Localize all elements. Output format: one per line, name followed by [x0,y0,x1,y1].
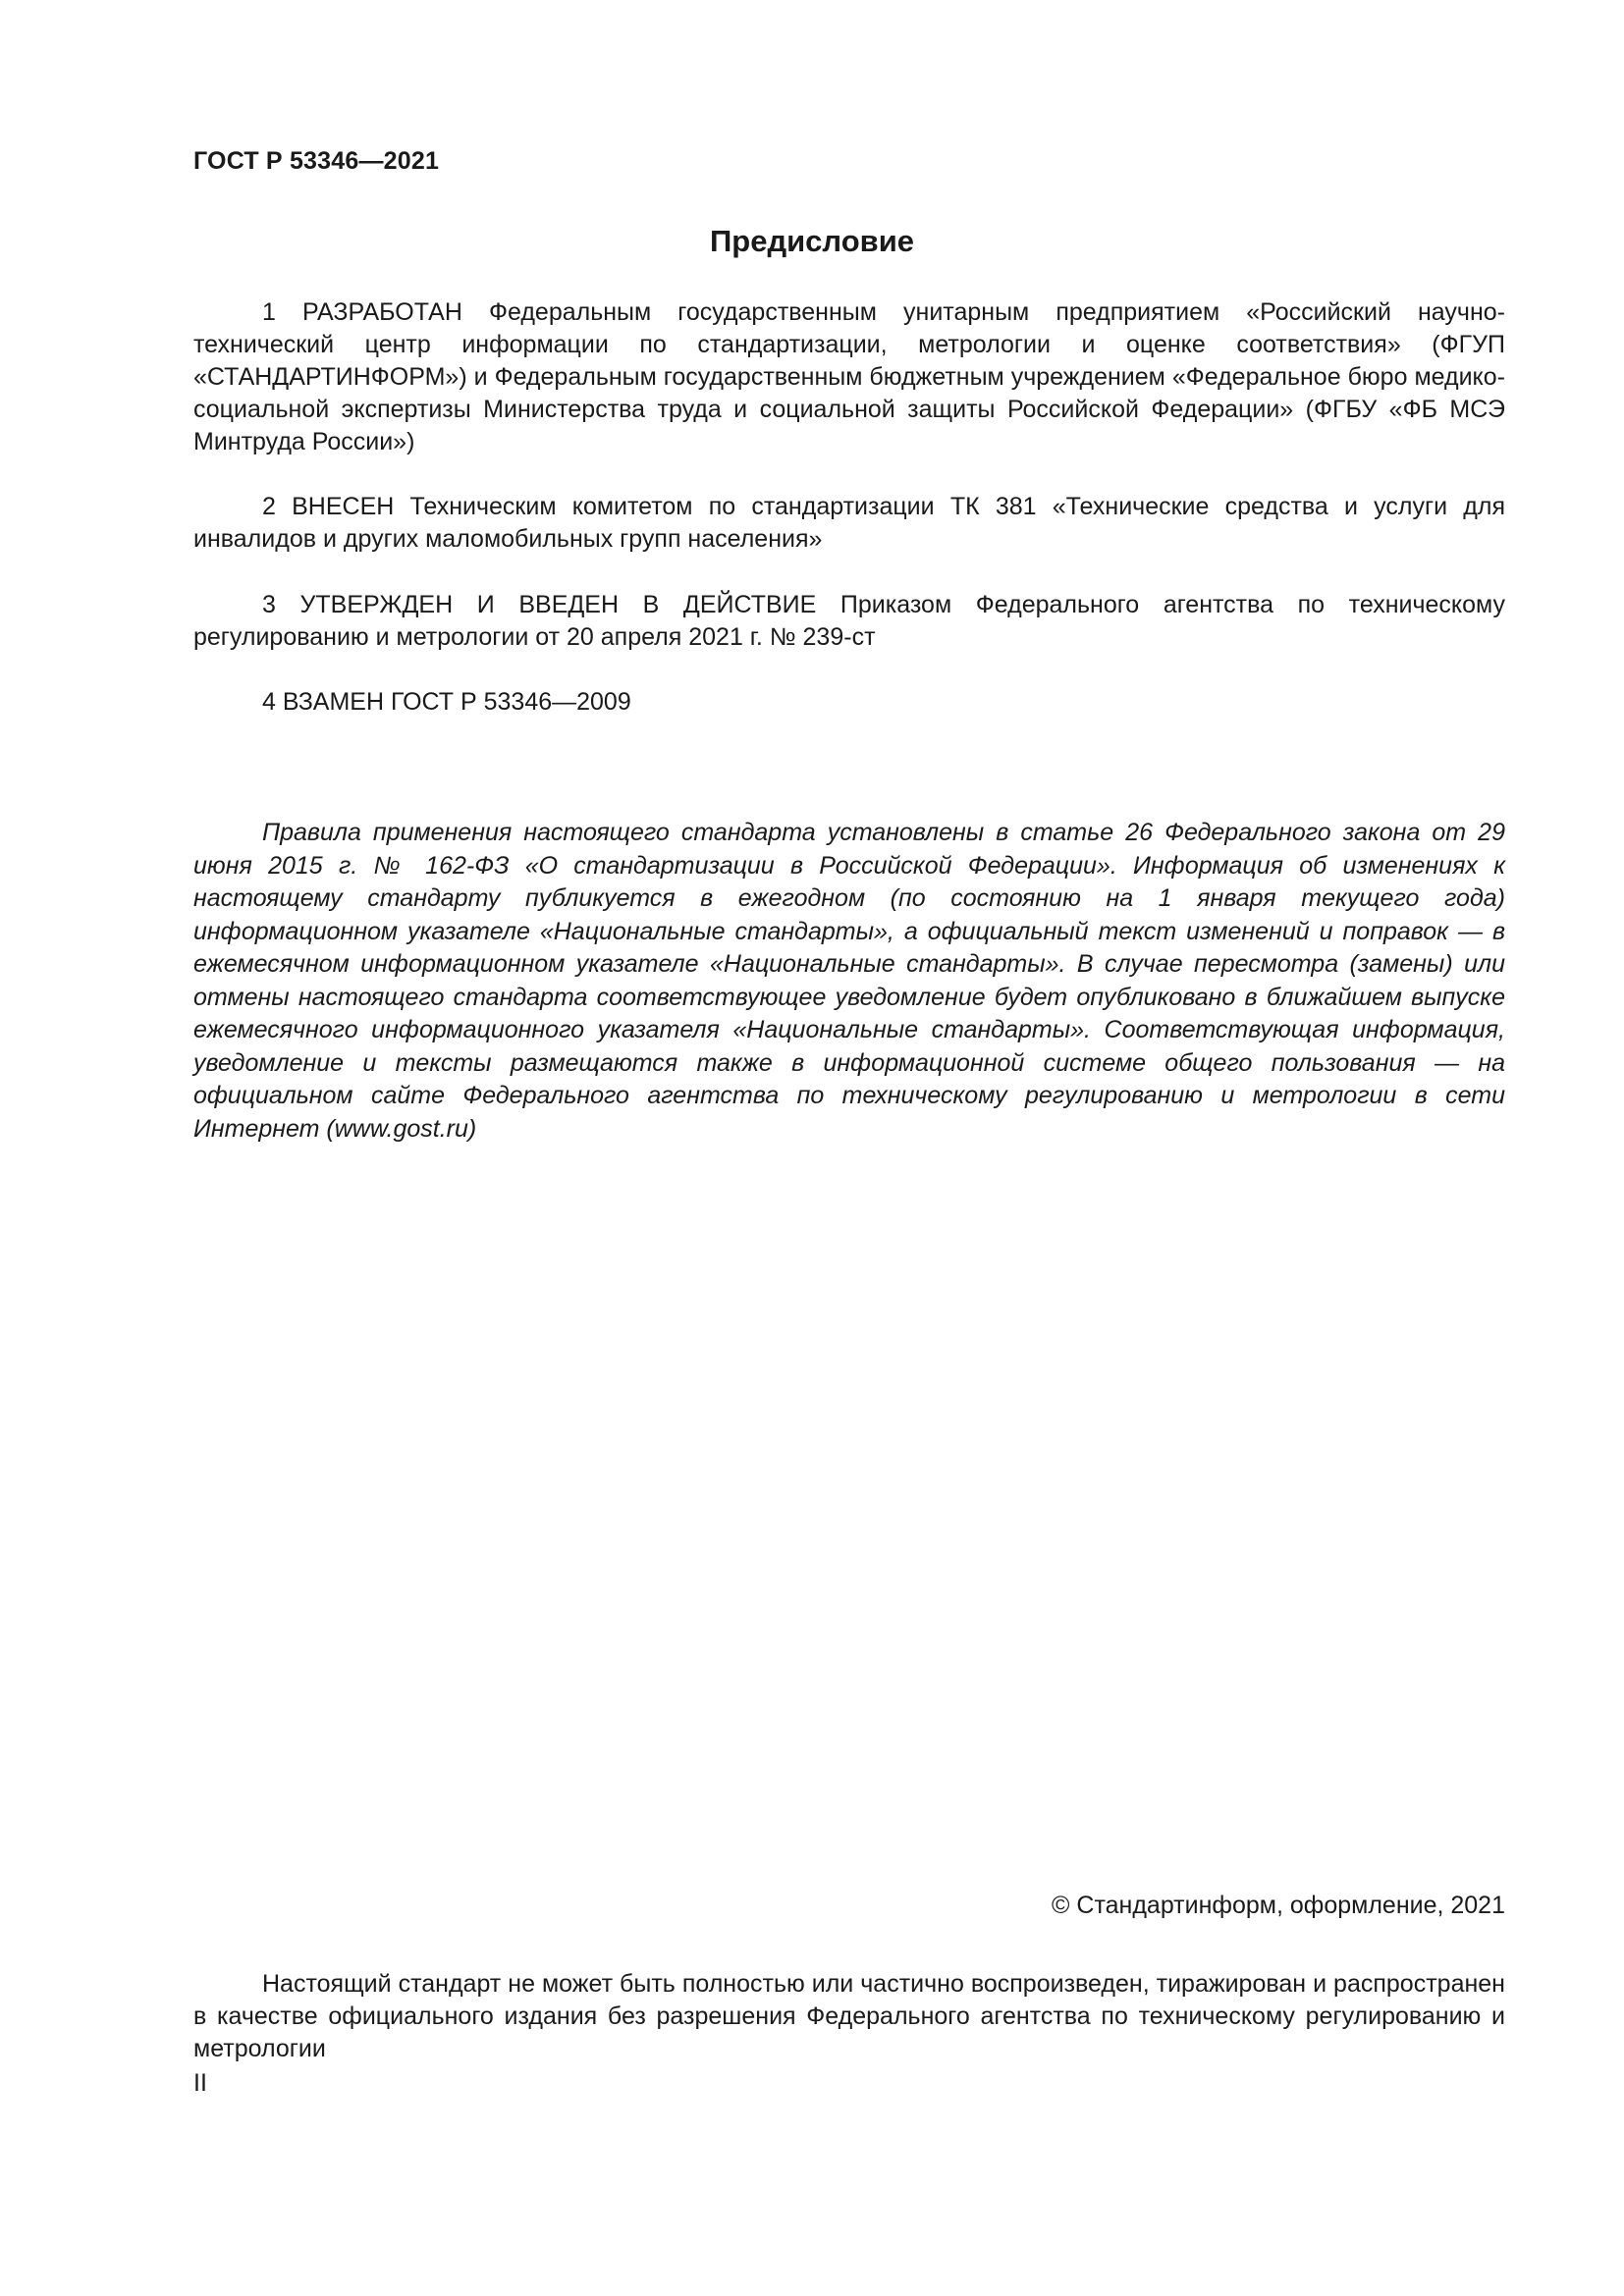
page-number: II [193,2069,207,2097]
foreword-item-developed: 1 РАЗРАБОТАН Федеральным государственным унитарным предприятием «Российский научно-технический центр информации по стандартизации, метрологии и оценке соответствия» (ФГУП «СТАНДАРТИНФОРМ») и Федеральным государственным бюджетным учреждением «Федеральное бюро медико-социальной экспертизы Министерства труда и социальной защиты Российской Федерации» (ФГБУ «ФБ МСЭ Минтруда России») [193,298,1505,455]
copyright-notice: © Стандартинформ, оформление, 2021 [1052,1892,1505,1919]
document-code: ГОСТ Р 53346—2021 [193,147,440,175]
page-title: Предисловие [709,224,914,258]
reprint-restriction-notice: Настоящий стандарт не может быть полностью или частично воспроизведен, тиражирован и распространен в качестве официального издания без разрешения Федерального агентства по техническому регулированию и метрологии [193,1970,1505,2062]
rules-of-application-notice: Правила применения настоящего стандарта установлены в статье 26 Федерального закона от 29 июня 2015 г. № 162-ФЗ «О стандартизации в Российской Федерации». Информация об изменениях к настоящему стандарту публикуется в ежегодном (по состоянию на 1 января текущего года) информационном указателе «Национальные стандарты», а официальный текст изменений и поправок — в ежемесячном информационном указателе «Национальные стандарты». В случае пересмотра (замены) или отмены настоящего стандарта соответствующее уведомление будет опубликовано в ближайшем выпуске ежемесячного информационного указателя «Национальные стандарты». Соответствующая информация, уведомление и тексты размещаются также в информационной системе общего пользования — на официальном сайте Федерального агентства по техническому регулированию и метрологии в сети Интернет (www.gost.ru) [193,819,1505,1143]
foreword-item-replaces: 4 ВЗАМЕН ГОСТ Р 53346—2009 [262,688,631,716]
foreword-item-introduced: 2 ВНЕСЕН Техническим комитетом по стандартизации ТК 381 «Технические средства и услуги для инвалидов и других маломобильных групп населения» [193,493,1505,553]
foreword-item-approved: 3 УТВЕРЖДЕН И ВВЕДЕН В ДЕЙСТВИЕ Приказом Федерального агентства по техническому регулированию и метрологии от 20 апреля 2021 г. № 239-ст [193,591,1505,651]
